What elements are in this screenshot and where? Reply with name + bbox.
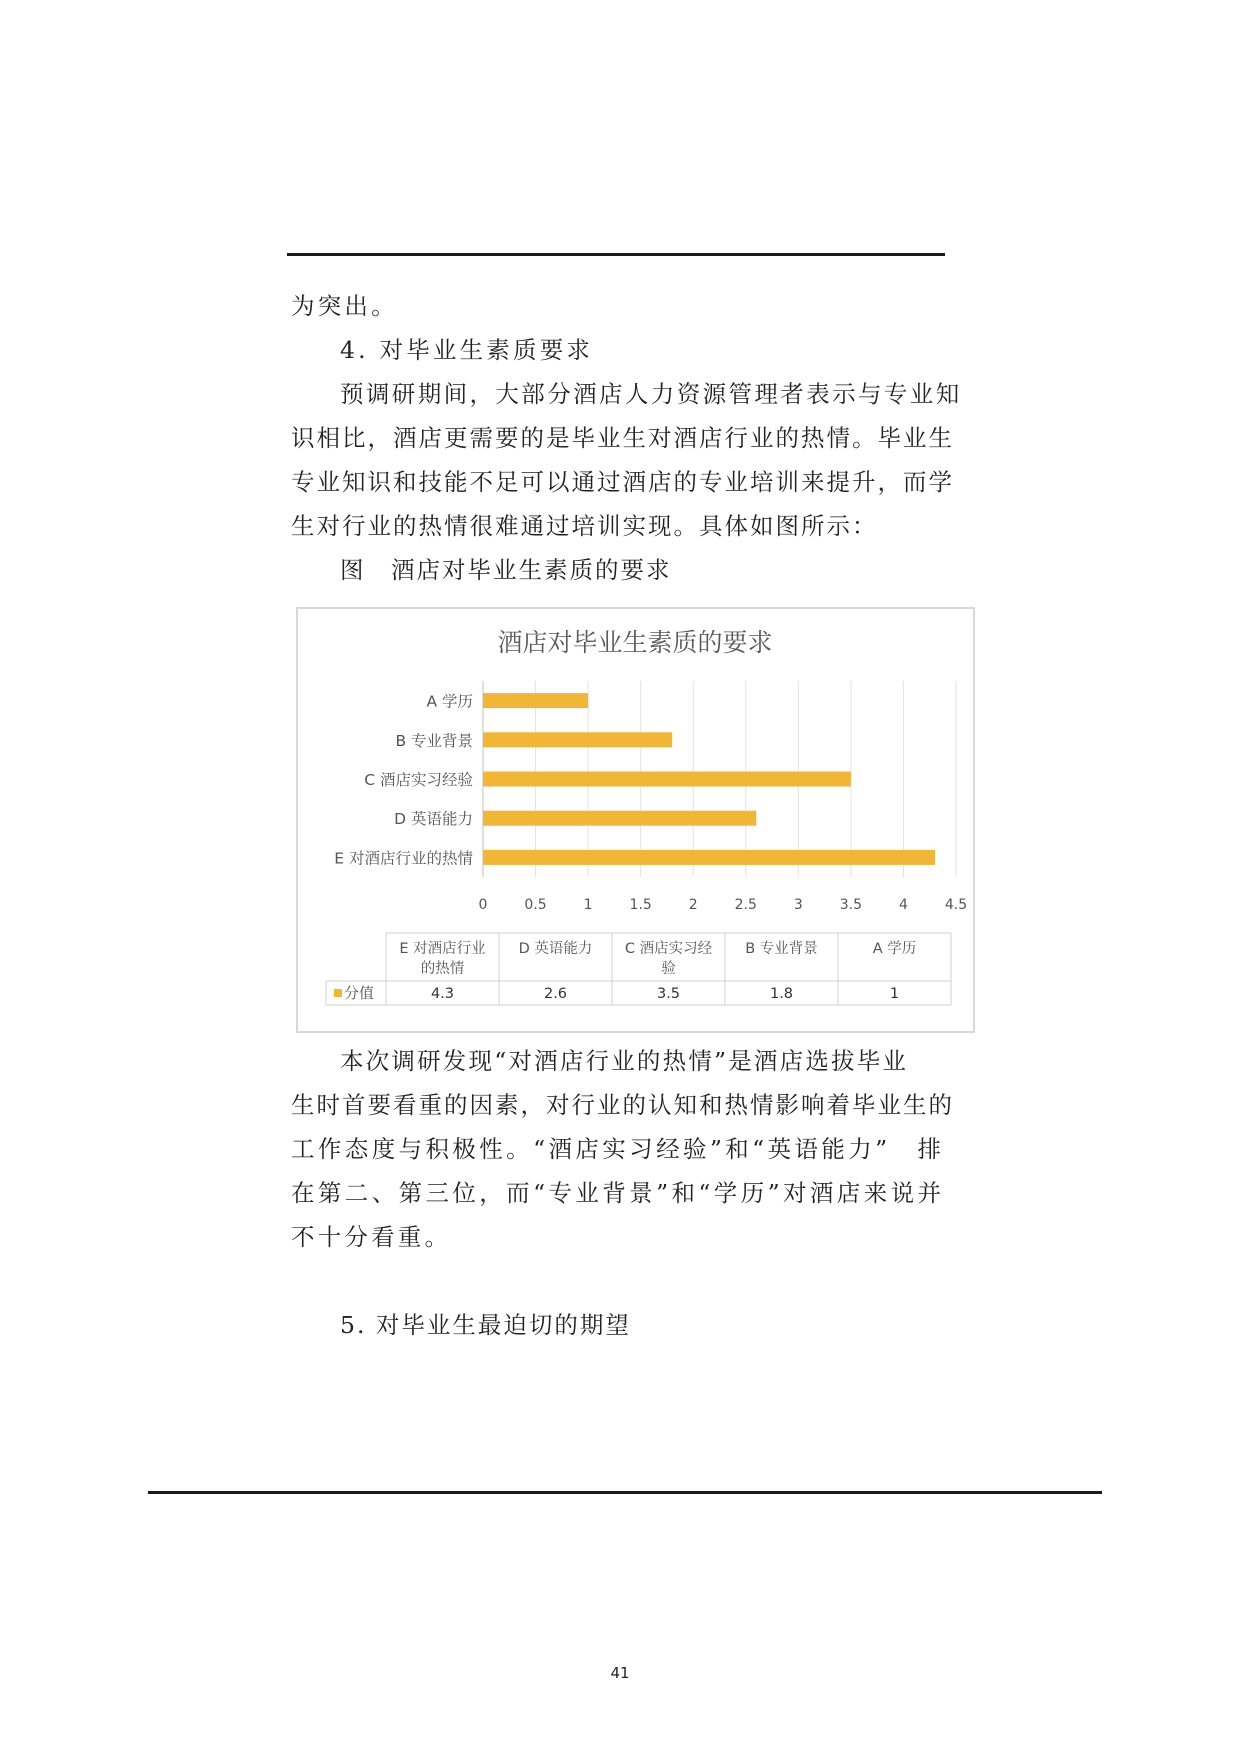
legend-swatch	[334, 989, 342, 997]
table-value: 1	[889, 986, 900, 1002]
table-header: 验	[661, 961, 676, 977]
bar	[483, 772, 851, 787]
x-tick-label: 1	[583, 897, 593, 913]
table-value: 1.8	[769, 986, 794, 1002]
category-label: B 专业背景	[395, 731, 473, 750]
x-tick-label: 3	[793, 897, 803, 913]
x-tick-label: 4	[898, 897, 908, 913]
table-value: 3.5	[656, 986, 681, 1002]
x-tick-label: 0	[478, 897, 488, 913]
chart-title: 酒店对毕业生素质的要求	[497, 628, 773, 657]
section-heading: 5. 对毕业生最迫切的期望	[340, 1311, 631, 1339]
paragraph-line: 工作态度与积极性。“酒店实习经验”和“英语能力” 排	[291, 1135, 943, 1163]
footer-rule	[148, 1491, 1102, 1494]
x-tick-label: 0.5	[524, 897, 547, 913]
table-header: A 学历	[872, 941, 917, 957]
paragraph-line: 专业知识和技能不足可以通过酒店的专业培训来提升，而学	[291, 468, 954, 496]
paragraph-line: 生时首要看重的因素，对行业的认知和热情影响着毕业生的	[291, 1091, 954, 1119]
paragraph-line: 生对行业的热情很难通过培训实现。具体如图所示：	[291, 512, 878, 540]
x-tick-label: 1.5	[629, 897, 652, 913]
table-value: 4.3	[430, 986, 455, 1002]
category-label: D 英语能力	[394, 810, 473, 829]
figure-caption: 图 酒店对毕业生素质的要求	[340, 556, 672, 584]
paragraph-line: 本次调研发现“对酒店行业的热情”是酒店选拔毕业	[340, 1047, 909, 1075]
bar	[483, 850, 935, 865]
paragraph-line: 不十分看重。	[291, 1223, 452, 1251]
category-label: C 酒店实习经验	[364, 771, 473, 789]
paragraph-line: 识相比，酒店更需要的是毕业生对酒店行业的热情。毕业生	[291, 424, 954, 452]
bar	[483, 811, 756, 826]
table-row-label: 分值	[344, 984, 375, 1002]
bar	[483, 732, 672, 747]
paragraph-line: 在第二、第三位，而“专业背景”和“学历”对酒店来说并	[291, 1179, 943, 1207]
chart	[296, 607, 975, 1033]
paragraph-line: 为突出。	[291, 292, 398, 320]
paragraph-line: 预调研期间，大部分酒店人力资源管理者表示与专业知	[340, 380, 962, 408]
table-value: 2.6	[543, 986, 568, 1002]
bar	[483, 693, 588, 708]
x-tick-label: 4.5	[944, 897, 968, 913]
x-tick-label: 2.5	[734, 897, 757, 913]
section-heading: 4. 对毕业生素质要求	[340, 336, 594, 364]
x-tick-label: 2	[688, 897, 698, 913]
header-rule	[287, 253, 945, 256]
table-header: E 对酒店行业	[399, 941, 486, 957]
x-tick-label: 3.5	[839, 897, 863, 913]
page-number: 41	[610, 1664, 630, 1682]
table-header: B 专业背景	[745, 941, 818, 957]
table-header: D 英语能力	[518, 941, 593, 957]
table-header: 的热情	[420, 961, 465, 977]
category-label: A 学历	[426, 692, 473, 711]
table-header: C 酒店实习经	[624, 941, 713, 957]
category-label: E 对酒店行业的热情	[334, 849, 473, 868]
bar-chart-svg	[298, 609, 973, 1031]
